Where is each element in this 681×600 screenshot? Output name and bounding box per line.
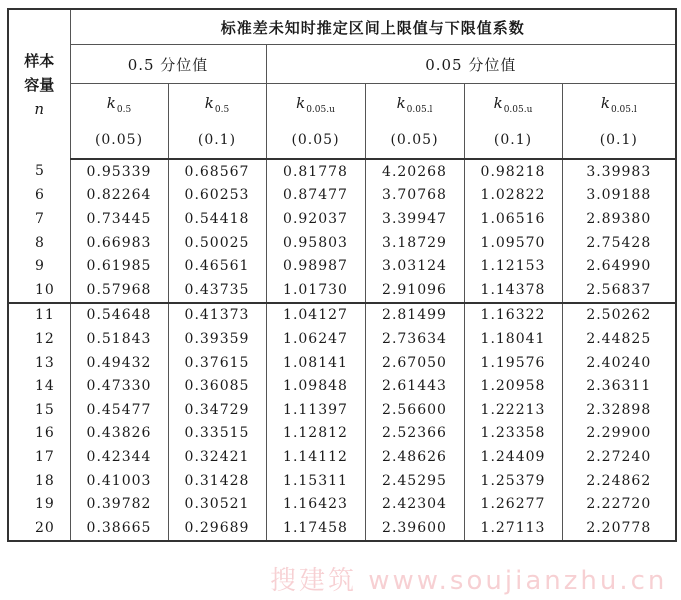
coefficient-cell: 0.92037	[266, 207, 365, 231]
coefficient-cell: 1.14112	[266, 445, 365, 469]
coefficient-symbol: $k_{0.05.u}$	[493, 93, 533, 115]
sample-size-line1: 样本	[24, 51, 55, 70]
coefficient-cell: 2.29900	[562, 422, 676, 446]
coefficient-cell: 2.32898	[562, 398, 676, 422]
table-row	[8, 469, 676, 493]
coefficient-table-container	[7, 8, 675, 542]
coefficient-cell: 0.98218	[464, 159, 562, 184]
sample-size-cell: 18	[8, 469, 70, 493]
coefficient-cell: 1.16322	[464, 303, 562, 328]
coefficient-cell: 0.95339	[70, 159, 168, 184]
sample-size-cell: 8	[8, 231, 70, 255]
coefficient-cell: 0.37615	[168, 351, 266, 375]
table-row	[8, 278, 676, 303]
coefficient-symbol: $k_{0.5}$	[204, 93, 230, 115]
sample-size-cell: 19	[8, 492, 70, 516]
coefficient-cell: 1.04127	[266, 303, 365, 328]
coefficient-cell: 0.30521	[168, 492, 266, 516]
coefficient-cell: 1.23358	[464, 422, 562, 446]
table-row	[8, 351, 676, 375]
coefficient-cell: 1.20958	[464, 374, 562, 398]
sample-size-cell: 9	[8, 254, 70, 278]
coefficient-cell: 2.64990	[562, 254, 676, 278]
coefficient-cell: 3.18729	[365, 231, 464, 255]
coefficient-cell: 2.73634	[365, 327, 464, 351]
coefficient-header	[168, 84, 266, 160]
coefficient-cell: 3.70768	[365, 184, 464, 208]
sample-size-cell: 11	[8, 303, 70, 328]
coefficient-cell: 1.06247	[266, 327, 365, 351]
sample-size-cell: 12	[8, 327, 70, 351]
coefficient-cell: 2.56837	[562, 278, 676, 303]
coefficient-symbol: $k_{0.05.l}$	[600, 93, 637, 115]
coefficient-cell: 0.60253	[168, 184, 266, 208]
group-header-median: 0.5 分位值	[70, 45, 266, 84]
coefficient-cell: 1.01730	[266, 278, 365, 303]
table-body	[8, 159, 676, 541]
confidence-level: (0.05)	[94, 131, 144, 148]
coefficient-cell: 1.25379	[464, 469, 562, 493]
coefficient-symbol: $k_{0.05.u}$	[296, 93, 335, 115]
coefficient-cell: 1.12812	[266, 422, 365, 446]
coefficient-cell: 2.44825	[562, 327, 676, 351]
coefficient-cell: 3.39983	[562, 159, 676, 184]
table-row	[8, 492, 676, 516]
table-row	[8, 254, 676, 278]
coefficient-cell: 1.15311	[266, 469, 365, 493]
confidence-level: (0.1)	[493, 131, 533, 148]
table-row	[8, 207, 676, 231]
coefficient-cell: 2.61443	[365, 374, 464, 398]
sample-size-cell: 14	[8, 374, 70, 398]
coefficient-cell: 2.45295	[365, 469, 464, 493]
coefficient-cell: 0.43735	[168, 278, 266, 303]
coefficient-cell: 0.42344	[70, 445, 168, 469]
table-title: 标准差未知时推定区间上限值与下限值系数	[70, 9, 676, 45]
table-row	[8, 422, 676, 446]
coefficient-table	[7, 8, 677, 542]
coefficient-cell: 2.42304	[365, 492, 464, 516]
sample-size-cell: 20	[8, 516, 70, 541]
coefficient-cell: 0.57968	[70, 278, 168, 303]
coefficient-cell: 0.39782	[70, 492, 168, 516]
sample-size-cell: 10	[8, 278, 70, 303]
table-row	[8, 231, 676, 255]
coefficient-cell: 2.75428	[562, 231, 676, 255]
sample-size-cell: 5	[8, 159, 70, 184]
coefficient-cell: 1.26277	[464, 492, 562, 516]
group-header-5pct: 0.05 分位值	[266, 45, 676, 84]
coefficient-header	[266, 84, 365, 160]
coefficient-cell: 0.47330	[70, 374, 168, 398]
coefficient-header	[562, 84, 676, 160]
table-row	[8, 374, 676, 398]
coefficient-cell: 4.20268	[365, 159, 464, 184]
coefficient-cell: 1.22213	[464, 398, 562, 422]
coefficient-cell: 0.43826	[70, 422, 168, 446]
coefficient-cell: 0.41373	[168, 303, 266, 328]
coefficient-cell: 0.54648	[70, 303, 168, 328]
table-row	[8, 303, 676, 328]
coefficient-cell: 1.19576	[464, 351, 562, 375]
coefficient-cell: 0.32421	[168, 445, 266, 469]
coefficient-cell: 3.39947	[365, 207, 464, 231]
coefficient-cell: 3.09188	[562, 184, 676, 208]
coefficient-cell: 1.12153	[464, 254, 562, 278]
coefficient-cell: 2.40240	[562, 351, 676, 375]
coefficient-cell: 1.09570	[464, 231, 562, 255]
coefficient-cell: 0.95803	[266, 231, 365, 255]
coefficient-cell: 1.27113	[464, 516, 562, 541]
coefficient-cell: 1.08141	[266, 351, 365, 375]
watermark: 搜建筑 www.soujianzhu.cn	[270, 566, 668, 596]
table-row	[8, 398, 676, 422]
coefficient-cell: 2.24862	[562, 469, 676, 493]
sample-size-symbol: n	[34, 99, 45, 118]
coefficient-cell: 2.22720	[562, 492, 676, 516]
coefficient-cell: 1.24409	[464, 445, 562, 469]
sample-size-header	[8, 9, 70, 159]
coefficient-cell: 0.73445	[70, 207, 168, 231]
coefficient-cell: 0.29689	[168, 516, 266, 541]
coefficient-cell: 1.14378	[464, 278, 562, 303]
confidence-level: (0.05)	[291, 131, 340, 148]
sample-size-cell: 15	[8, 398, 70, 422]
coefficient-cell: 0.45477	[70, 398, 168, 422]
coefficient-cell: 2.27240	[562, 445, 676, 469]
coefficient-cell: 1.16423	[266, 492, 365, 516]
coefficient-cell: 0.87477	[266, 184, 365, 208]
table-row	[8, 327, 676, 351]
coefficient-cell: 1.18041	[464, 327, 562, 351]
coefficient-cell: 0.82264	[70, 184, 168, 208]
sample-size-line2: 容量	[24, 75, 55, 94]
coefficient-cell: 2.89380	[562, 207, 676, 231]
sample-size-cell: 16	[8, 422, 70, 446]
coefficient-cell: 2.50262	[562, 303, 676, 328]
coefficient-cell: 2.67050	[365, 351, 464, 375]
coefficient-cell: 1.17458	[266, 516, 365, 541]
coefficient-cell: 2.52366	[365, 422, 464, 446]
sample-size-cell: 17	[8, 445, 70, 469]
coefficient-cell: 2.39600	[365, 516, 464, 541]
coefficient-header	[365, 84, 464, 160]
coefficient-cell: 0.31428	[168, 469, 266, 493]
coefficient-header	[70, 84, 168, 160]
coefficient-cell: 0.49432	[70, 351, 168, 375]
sample-size-cell: 13	[8, 351, 70, 375]
coefficient-cell: 1.11397	[266, 398, 365, 422]
coefficient-cell: 0.68567	[168, 159, 266, 184]
table-row	[8, 159, 676, 184]
coefficient-cell: 1.06516	[464, 207, 562, 231]
table-row	[8, 516, 676, 541]
coefficient-cell: 0.51843	[70, 327, 168, 351]
coefficient-cell: 0.33515	[168, 422, 266, 446]
coefficient-cell: 0.46561	[168, 254, 266, 278]
coefficient-header	[464, 84, 562, 160]
coefficient-cell: 1.02822	[464, 184, 562, 208]
coefficient-cell: 2.91096	[365, 278, 464, 303]
coefficient-cell: 0.36085	[168, 374, 266, 398]
coefficient-cell: 0.50025	[168, 231, 266, 255]
coefficient-cell: 0.34729	[168, 398, 266, 422]
coefficient-cell: 1.09848	[266, 374, 365, 398]
confidence-level: (0.05)	[390, 131, 439, 148]
coefficient-cell: 2.48626	[365, 445, 464, 469]
table-row	[8, 445, 676, 469]
coefficient-cell: 2.56600	[365, 398, 464, 422]
coefficient-header-row	[8, 84, 676, 160]
coefficient-cell: 0.38665	[70, 516, 168, 541]
coefficient-cell: 2.81499	[365, 303, 464, 328]
sample-size-cell: 7	[8, 207, 70, 231]
coefficient-cell: 3.03124	[365, 254, 464, 278]
sample-size-cell: 6	[8, 184, 70, 208]
coefficient-cell: 2.36311	[562, 374, 676, 398]
coefficient-cell: 0.39359	[168, 327, 266, 351]
confidence-level: (0.1)	[197, 131, 237, 148]
coefficient-cell: 0.61985	[70, 254, 168, 278]
coefficient-cell: 0.98987	[266, 254, 365, 278]
coefficient-cell: 0.41003	[70, 469, 168, 493]
coefficient-cell: 2.20778	[562, 516, 676, 541]
coefficient-cell: 0.66983	[70, 231, 168, 255]
coefficient-symbol: $k_{0.05.l}$	[396, 93, 433, 115]
confidence-level: (0.1)	[599, 131, 638, 148]
coefficient-cell: 0.81778	[266, 159, 365, 184]
table-row	[8, 184, 676, 208]
coefficient-symbol: $k_{0.5}$	[106, 93, 132, 115]
coefficient-cell: 0.54418	[168, 207, 266, 231]
